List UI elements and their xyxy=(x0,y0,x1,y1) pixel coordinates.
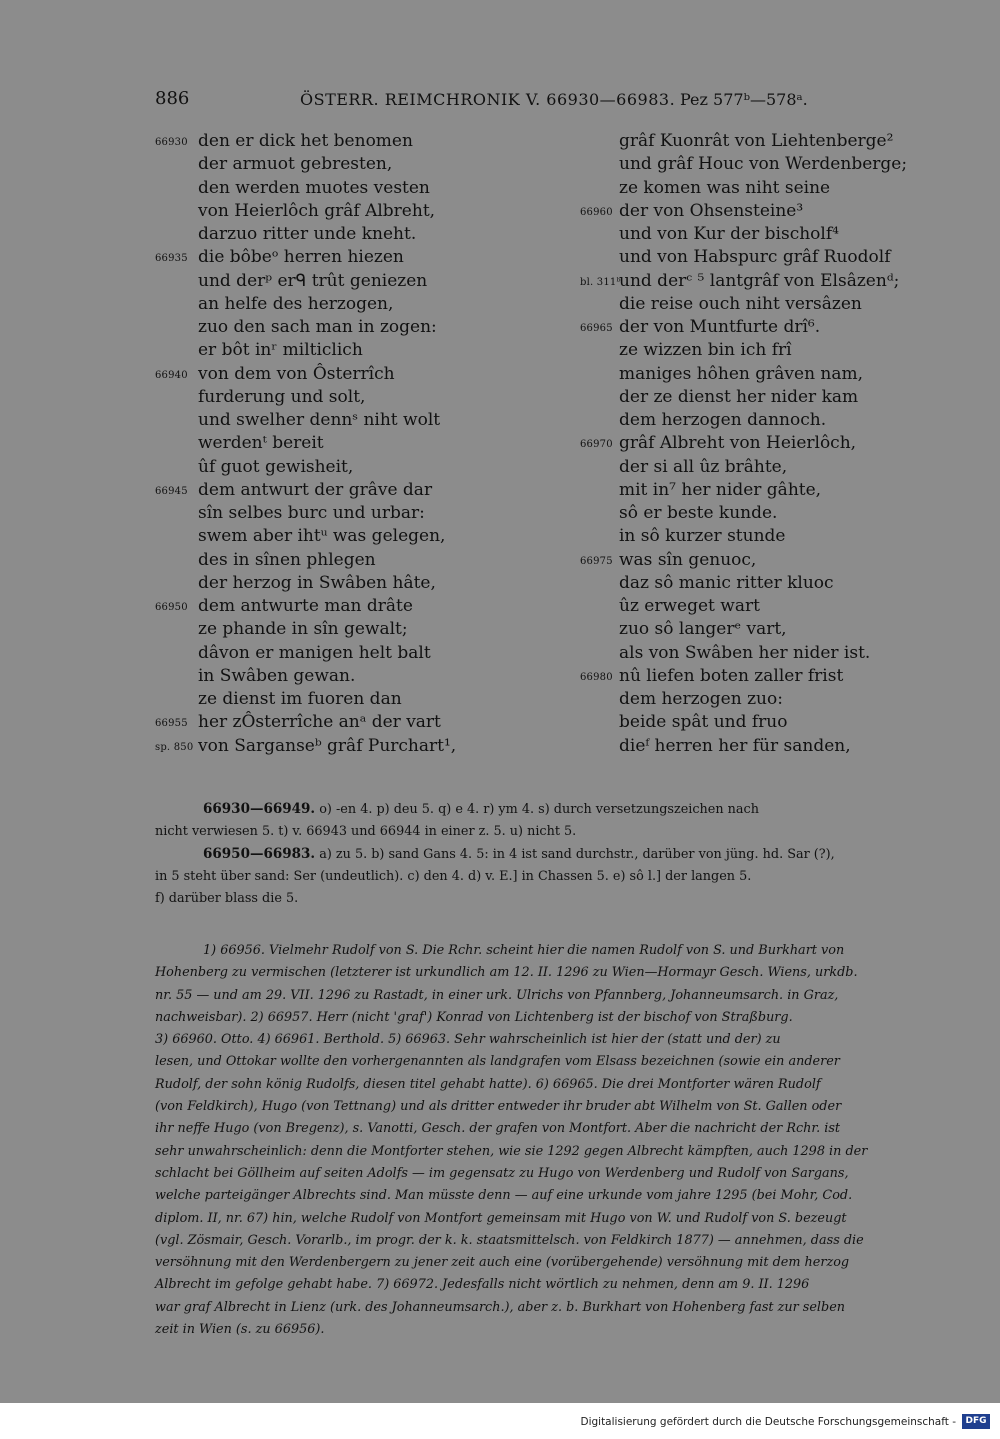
verse-line xyxy=(155,642,485,665)
verse-text: dem herzogen dannoch. xyxy=(619,410,827,430)
apparatus-range: 66930—66949. xyxy=(203,801,316,817)
verse-column-right xyxy=(580,130,975,758)
verse-line xyxy=(155,595,485,618)
apparatus-line xyxy=(155,866,975,889)
footnote-line: 1) 66956. Vielmehr Rudolf von S. Die Rchr. scheint hier die namen Rudolf von S. und Burkhart von xyxy=(203,943,845,958)
verse-text: die reise ouch niht versâzen xyxy=(619,293,862,314)
running-title: ÖSTERR. REIMCHRONIK V. 66930—66983. xyxy=(300,90,676,109)
verse-line xyxy=(580,595,975,618)
verse-line xyxy=(155,200,485,223)
verse-line xyxy=(155,549,485,572)
verse-text: zuo sô langerᵉ vart, xyxy=(619,619,787,640)
verse-line xyxy=(580,502,975,525)
dfg-logo: DFG xyxy=(962,1414,990,1429)
verse-line xyxy=(155,618,485,641)
verse-text: dieᶠ herren her für sanden, xyxy=(619,735,851,756)
verse-line xyxy=(155,386,485,409)
verse-text: werdenᵗ bereit xyxy=(198,433,324,454)
verse-line xyxy=(155,688,485,711)
verse-line xyxy=(580,246,975,269)
footnote-line: versöhnung mit den Werdenbergern zu jener zeit auch eine (vorübergehende) versöhnung mit dem herzog xyxy=(155,1255,850,1271)
verse-text: swem aber ihtᵘ was gelegen, xyxy=(198,526,446,547)
pez-reference: Pez 577ᵇ—578ᵃ. xyxy=(680,90,808,109)
verse-text: von dem von Ôsterrîch xyxy=(198,363,395,384)
verse-number: 66960 xyxy=(580,206,613,218)
verse-line xyxy=(155,409,485,432)
verse-text: und swelher dennˢ niht wolt xyxy=(198,410,441,430)
verse-line xyxy=(580,386,975,409)
apparatus-line xyxy=(155,821,975,844)
verse-text: furderung und solt, xyxy=(198,386,366,407)
verse-text: den werden muotes vesten xyxy=(198,177,430,198)
apparatus-text: f) darüber blass die 5. xyxy=(155,891,299,906)
footnote-line: diplom. II, nr. 67) hin, welche Rudolf von Montfort gemeinsam mit Hugo von W. und Rudolf von S. bezeugt xyxy=(155,1210,847,1226)
verse-line xyxy=(580,711,975,734)
verse-text: dem herzogen zuo: xyxy=(619,689,783,709)
verse-text: als von Swâben her nider ist. xyxy=(619,642,871,663)
footnote-line: 3) 66960. Otto. 4) 66961. Berthold. 5) 66963. Sehr wahrscheinlich ist hier der (statt und der) zu xyxy=(155,1032,781,1048)
verse-text: des in sînen phlegen xyxy=(198,549,376,570)
footnote-line: (vgl. Zösmair, Gesch. Vorarlb., im progr. der k. k. staatsmittelsch. von Feldkirch 1877) — annehmen, dass die xyxy=(155,1232,864,1248)
verse-text: dâvon er manigen helt balt xyxy=(198,642,431,663)
footer-bar xyxy=(0,1403,1000,1439)
footer-funding-text: Digitalisierung gefördert durch die Deutsche Forschungsgemeinschaft - xyxy=(580,1416,956,1428)
verse-line xyxy=(155,246,485,269)
apparatus-text: in 5 steht über sand: Ser (undeutlich). c) den 4. d) v. E.] in Chassen 5. e) sô l.] der langen 5. xyxy=(155,868,752,884)
verse-text: mit in⁷ her nider gâhte, xyxy=(619,479,822,500)
verse-text: in sô kurzer stunde xyxy=(619,526,786,547)
critical-apparatus xyxy=(155,798,975,911)
verse-number: 66965 xyxy=(580,323,613,334)
verse-line xyxy=(580,549,975,572)
verse-text: her zÔsterrîche anᵃ der vart xyxy=(198,712,441,733)
verse-line xyxy=(155,525,485,548)
verse-line xyxy=(580,200,975,223)
verse-line xyxy=(580,618,975,641)
verse-text: dem antwurte man drâte xyxy=(198,596,413,616)
verse-line xyxy=(580,177,975,200)
verse-text: und derᵖ erᑫ trût geniezen xyxy=(198,270,428,291)
verse-text: der von Muntfurte drî⁶. xyxy=(619,317,821,337)
verse-number: 66980 xyxy=(580,671,613,683)
verse-line xyxy=(580,688,975,711)
verse-line xyxy=(155,223,485,246)
verse-text: ze wizzen bin ich frî xyxy=(619,340,792,361)
verse-number: 66970 xyxy=(580,439,613,451)
verse-line xyxy=(580,572,975,595)
verse-column-left xyxy=(155,130,485,758)
apparatus-text: o) -en 4. p) deu 5. q) e 4. r) ym 4. s) durch versetzungszeichen nach xyxy=(319,802,759,817)
verse-text: grâf Albreht von Heierlôch, xyxy=(619,433,857,454)
verse-line xyxy=(580,479,975,502)
verse-text: den er dick het benomen xyxy=(198,131,413,151)
page-header xyxy=(155,88,975,112)
verse-text: in Swâben gewan. xyxy=(198,665,356,686)
verse-line xyxy=(155,479,485,502)
footnote-line: nr. 55 — und am 29. VII. 1296 zu Rastadt, in einer urk. Ulrichs von Pfannberg, Johanneumsarch. in Graz, xyxy=(155,987,839,1003)
verse-line xyxy=(580,456,975,479)
verse-line xyxy=(580,665,975,688)
footnote-line: war graf Albrecht in Lienz (urk. des Johanneumsarch.), aber z. b. Burkhart von Hohenberg fast zur selben xyxy=(155,1299,846,1315)
apparatus-range: 66950—66983. xyxy=(203,846,316,862)
verse-line xyxy=(155,735,485,758)
verse-number: 66975 xyxy=(580,555,613,567)
verse-line xyxy=(580,363,975,386)
verse-text: von Heierlôch grâf Albreht, xyxy=(198,200,436,221)
page-number: 886 xyxy=(155,88,190,109)
footnotes xyxy=(155,940,975,1341)
verse-text: an helfe des herzogen, xyxy=(198,293,394,314)
verse-text: darzuo ritter unde kneht. xyxy=(198,224,417,244)
verse-line xyxy=(155,177,485,200)
verse-number: 66955 xyxy=(155,718,188,730)
verse-text: er bôt inʳ milticlich xyxy=(198,340,363,361)
apparatus-line xyxy=(155,888,975,911)
footnote-line: zeit in Wien (s. zu 66956). xyxy=(155,1322,325,1338)
verse-line xyxy=(155,130,485,153)
verse-text: ûz erweget wart xyxy=(619,596,760,616)
verse-text: beide spât und fruo xyxy=(619,712,788,733)
verse-number: 66940 xyxy=(155,369,188,381)
verse-line xyxy=(155,502,485,525)
verse-line xyxy=(580,432,975,455)
verse-text: der herzog in Swâben hâte, xyxy=(198,572,436,593)
footnote-line: welche parteigänger Albrechts sind. Man müsste denn — auf eine urkunde vom jahre 1295 (bei Mohr, Cod. xyxy=(155,1188,853,1204)
verse-line xyxy=(155,270,485,293)
verse-text: daz sô manic ritter kluoc xyxy=(619,572,834,593)
verse-line xyxy=(580,525,975,548)
verse-text: der von Ohsensteine³ xyxy=(619,200,804,221)
verse-text: und von Habspurc grâf Ruodolf xyxy=(619,247,891,268)
apparatus-text: nicht verwiesen 5. t) v. 66943 und 66944 in einer z. 5. u) nicht 5. xyxy=(155,823,577,839)
verse-text: und derᶜ ⁵ lantgrâf von Elsâzenᵈ; xyxy=(619,270,900,291)
verse-text: grâf Kuonrât von Liehtenberge² xyxy=(619,131,894,151)
verse-line xyxy=(580,293,975,316)
verse-text: und von Kur der bischolf⁴ xyxy=(619,224,839,244)
verse-line xyxy=(580,409,975,432)
verse-line xyxy=(155,316,485,339)
verse-text: sô er beste kunde. xyxy=(619,503,778,523)
footnote-line: schlacht bei Göllheim auf seiten Adolfs — im gegensatz zu Hugo von Werdenberg und Rudolf von Sargans, xyxy=(155,1165,849,1181)
verse-text: die bôbeᵒ herren hiezen xyxy=(198,247,404,268)
verse-line xyxy=(580,223,975,246)
footnote-line: Hohenberg zu vermischen (letzterer ist urkundlich am 12. II. 1296 zu Wien—Hormayr Gesch. Wiens, urkdb. xyxy=(155,965,858,981)
verse-number: bl. 311ᵇ xyxy=(580,276,621,288)
verse-line xyxy=(155,665,485,688)
verse-line xyxy=(155,339,485,362)
apparatus-line xyxy=(155,843,975,866)
verse-line xyxy=(155,432,485,455)
verse-line xyxy=(580,270,975,293)
verse-text: der armuot gebresten, xyxy=(198,154,393,175)
footnote-line: Albrecht im gefolge gehabt habe. 7) 66972. Jedesfalls nicht wörtlich zu nehmen, denn am 9. II. 1296 xyxy=(155,1277,810,1293)
verse-text: der si all ûz brâhte, xyxy=(619,456,788,477)
footnote-line: nachweisbar). 2) 66957. Herr (nicht 'graf') Konrad von Lichtenberg ist der bischof von Straßburg. xyxy=(155,1009,793,1025)
verse-text: von Sarganseᵇ grâf Purchart¹, xyxy=(198,735,457,756)
verse-text: nû liefen boten zaller frist xyxy=(619,665,844,686)
verse-text: sîn selbes burc und urbar: xyxy=(198,503,425,523)
verse-text: maniges hôhen grâven nam, xyxy=(619,363,864,384)
footnote-line: sehr unwahrscheinlich: denn die Montforter stehen, wie sie 1292 gegen Albrecht kämpften, auch 1298 in der xyxy=(155,1143,868,1159)
verse-number: 66950 xyxy=(155,602,188,613)
apparatus-text: a) zu 5. b) sand Gans 4. 5: in 4 ist sand durchstr., darüber von jüng. hd. Sar (?), xyxy=(319,847,835,862)
verse-line xyxy=(580,316,975,339)
verse-line xyxy=(580,735,975,758)
verse-line xyxy=(155,363,485,386)
verse-line xyxy=(580,339,975,362)
verse-text: ze dienst im fuoren dan xyxy=(198,689,402,709)
verse-line xyxy=(155,293,485,316)
verse-number: 66930 xyxy=(155,137,188,148)
verse-text: zuo den sach man in zogen: xyxy=(198,317,437,337)
verse-text: was sîn genuoc, xyxy=(619,549,757,570)
verse-line xyxy=(155,572,485,595)
apparatus-line xyxy=(155,798,975,821)
verse-number: sp. 850 xyxy=(155,741,194,753)
verse-number: 66935 xyxy=(155,253,188,265)
verse-line xyxy=(580,642,975,665)
verse-text: und grâf Houc von Werdenberge; xyxy=(619,154,908,175)
verse-text: der ze dienst her nider kam xyxy=(619,386,859,407)
verse-line xyxy=(580,130,975,153)
verse-text: ze komen was niht seine xyxy=(619,177,831,198)
verse-line xyxy=(155,456,485,479)
verse-text: dem antwurt der grâve dar xyxy=(198,479,433,500)
verse-line xyxy=(580,153,975,176)
verse-line xyxy=(155,153,485,176)
footnote-line: lesen, und Ottokar wollte den vorhergenannten als landgrafen vom Elsass bezeichnen (sowie ein anderer xyxy=(155,1054,840,1070)
verse-line xyxy=(155,711,485,734)
verse-text: ûf guot gewisheit, xyxy=(198,456,354,477)
footnote-line: ihr neffe Hugo (von Bregenz), s. Vanotti, Gesch. der grafen von Montfort. Aber die nachricht der Rchr. ist xyxy=(155,1121,841,1137)
footnote-line: (von Feldkirch), Hugo (von Tettnang) und als dritter entweder ihr bruder abt Wilhelm von St. Gallen oder xyxy=(155,1099,842,1115)
verse-number: 66945 xyxy=(155,485,188,497)
verse-text: ze phande in sîn gewalt; xyxy=(198,619,408,640)
footnote-line: Rudolf, der sohn könig Rudolfs, diesen titel gehabt hatte). 6) 66965. Die drei Montforter wären Rudolf xyxy=(155,1076,821,1092)
